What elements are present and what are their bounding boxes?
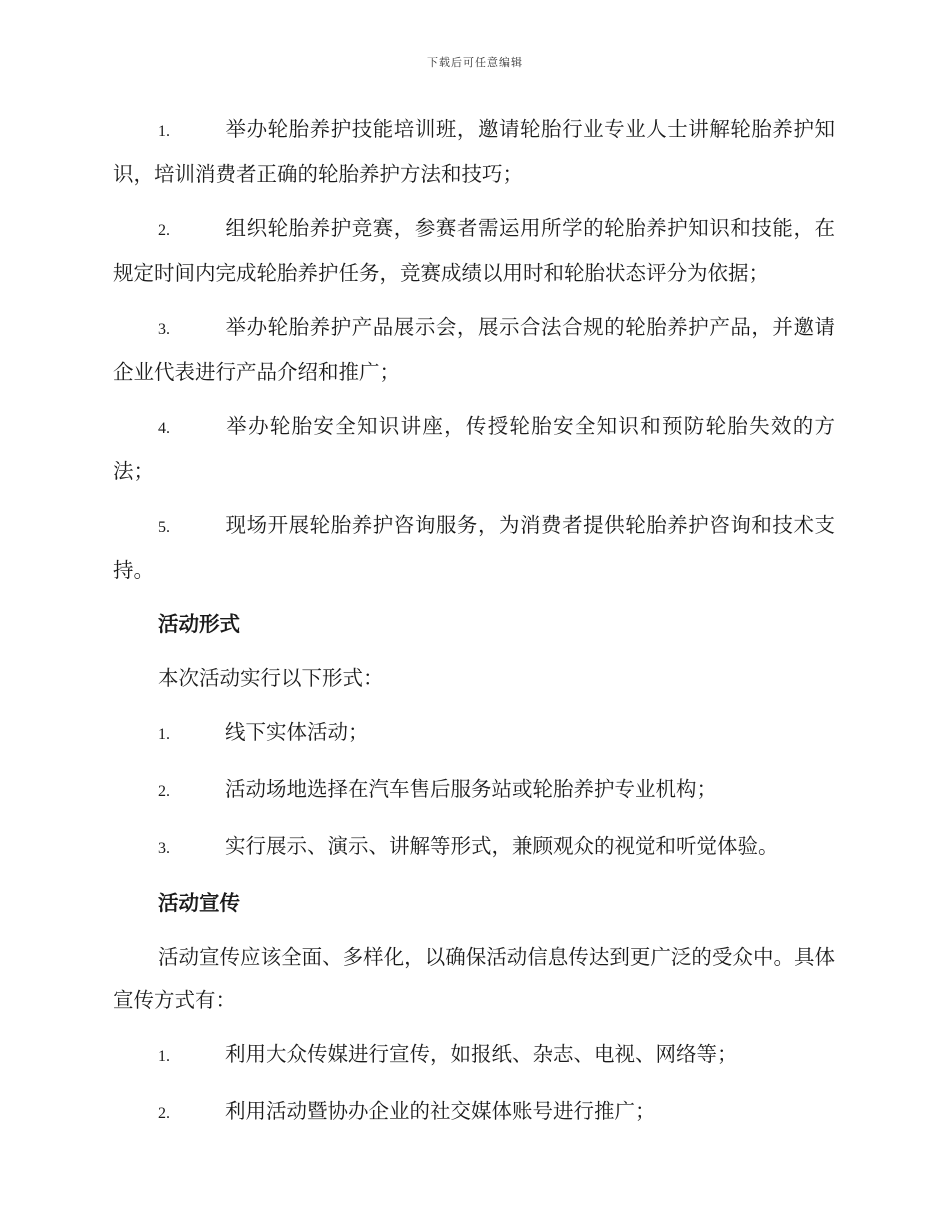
list-item [113,711,835,756]
list-number: 1. [158,123,170,140]
list-text: 利用活动暨协办企业的社交媒体账号进行推广； [225,1099,656,1123]
list-number: 5. [158,519,170,536]
list-item [113,405,835,493]
list-number: 1. [158,1048,170,1065]
page-header: 下载后可任意编辑 [427,56,523,69]
list-number: 3. [158,321,170,338]
list-text: 活动场地选择在汽车售后服务站或轮胎养护专业机构； [225,777,717,801]
list-text: 利用大众传媒进行宣传，如报纸、杂志、电视、网络等； [225,1042,738,1066]
list-number: 4. [158,420,170,437]
list-text: 线下实体活动； [225,720,369,744]
list-item [113,504,835,592]
section-heading-promotion: 活动宣传 [158,891,240,915]
section-intro-promotion: 活动宣传应该全面、多样化，以确保活动信息传达到更广泛的受众中。具体宣传方式有： [113,945,835,1012]
list-number: 2. [158,222,170,239]
list-item [113,825,835,870]
list-item [113,108,835,196]
section-heading-format: 活动形式 [158,612,240,636]
list-text: 现场开展轮胎养护咨询服务，为消费者提供轮胎养护咨询和技术支持。 [113,513,835,582]
list-text: 实行展示、演示、讲解等形式，兼顾观众的视觉和听觉体验。 [225,834,779,858]
list-number: 3. [158,840,170,857]
list-text: 举办轮胎养护产品展示会，展示合法合规的轮胎养护产品，并邀请企业代表进行产品介绍和推广； [113,315,835,384]
list-item [113,207,835,295]
list-item [113,306,835,394]
list-text: 举办轮胎安全知识讲座，传授轮胎安全知识和预防轮胎失效的方法； [113,414,835,483]
list-number: 1. [158,726,170,743]
list-text: 举办轮胎养护技能培训班，邀请轮胎行业专业人士讲解轮胎养护知识，培训消费者正确的轮胎养护方法和技巧； [113,117,835,186]
list-text: 组织轮胎养护竞赛，参赛者需运用所学的轮胎养护知识和技能，在规定时间内完成轮胎养护任务，竞赛成绩以用时和轮胎状态评分为依据； [113,216,835,285]
list-item [113,768,835,813]
document-body [113,108,835,1147]
list-number: 2. [158,783,170,800]
list-number: 2. [158,1105,170,1122]
section-intro-format: 本次活动实行以下形式： [158,666,384,690]
list-item [113,1090,835,1135]
list-item [113,1033,835,1078]
